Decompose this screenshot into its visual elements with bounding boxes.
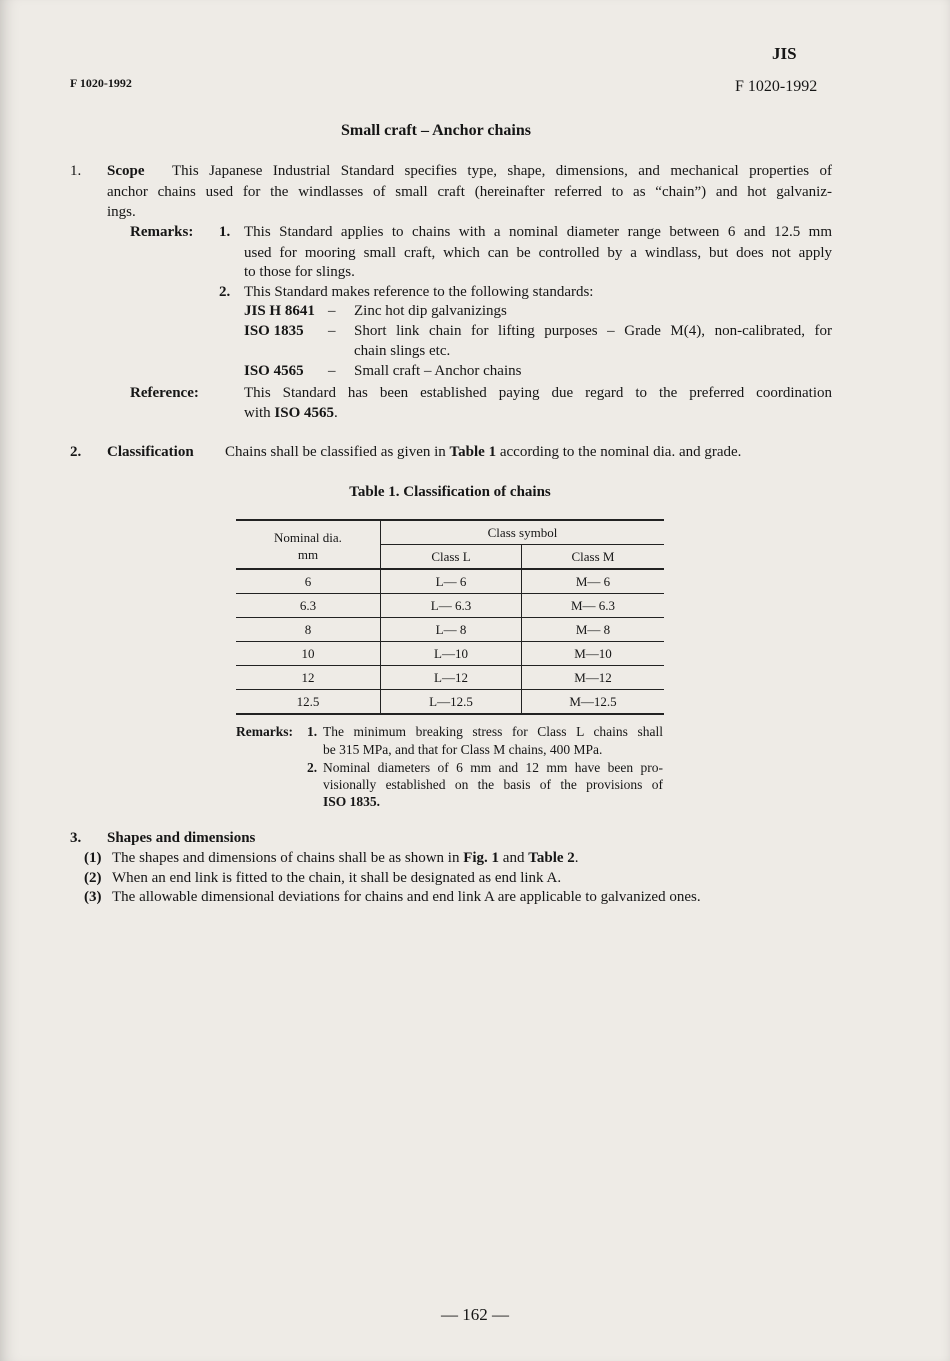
table-row xyxy=(236,569,664,594)
shapes-item3-number: (3) xyxy=(84,889,102,905)
table-cell-dia: 6 xyxy=(236,569,381,594)
shapes-item2-number: (2) xyxy=(84,870,102,886)
table-cell-class-m: M—12.5 xyxy=(522,690,665,715)
scope-remark1-line3: to those for slings. xyxy=(244,264,355,280)
shapes-item1-number: (1) xyxy=(84,850,102,866)
table-header-class-symbol: Class symbol xyxy=(381,520,665,545)
table-cell-dia: 8 xyxy=(236,618,381,642)
ref-text-iso1835: Short link chain for lifting purposes – Grade M(4), non-calibrated, for xyxy=(354,323,832,339)
table-header-class-m: Class M xyxy=(522,545,665,570)
table-cell-class-m: M— 6 xyxy=(522,569,665,594)
shapes-heading: Shapes and dimensions xyxy=(107,830,256,846)
document-title: Small craft – Anchor chains xyxy=(341,122,531,139)
table-remark2-number: 2. xyxy=(307,760,318,775)
ref-text-jis-h8641: Zinc hot dip galvanizings xyxy=(354,303,507,319)
table-cell-dia: 6.3 xyxy=(236,594,381,618)
table-remark1-number: 1. xyxy=(307,724,318,739)
ref-code-jis-h8641: JIS H 8641 xyxy=(244,303,315,319)
table1-classification-of-chains xyxy=(236,519,664,715)
table-cell-class-l: L—12.5 xyxy=(381,690,522,715)
table-remark2-line3: ISO 1835. xyxy=(323,794,381,809)
classification-text: Chains shall be classified as given in Table 1 according to the nominal dia. and grade. xyxy=(225,444,742,460)
table-header-nominal-dia: Nominal dia. mm xyxy=(236,520,381,569)
ref-code-iso1835: ISO 1835 xyxy=(244,323,304,339)
header-code-left: F 1020-1992 xyxy=(70,76,132,90)
scope-remark2-text: This Standard makes reference to the following standards: xyxy=(244,284,594,300)
shapes-number: 3. xyxy=(70,830,82,846)
table-cell-class-l: L— 8 xyxy=(381,618,522,642)
table-row xyxy=(236,666,664,690)
page-number: — 162 — xyxy=(441,1305,509,1324)
table-cell-class-l: L— 6.3 xyxy=(381,594,522,618)
ref-dash: – xyxy=(328,363,336,379)
table-cell-class-m: M— 6.3 xyxy=(522,594,665,618)
shapes-item2-text: When an end link is fitted to the chain, it shall be designated as end link A. xyxy=(112,870,562,886)
table-remark2-line2: visionally established on the basis of the provisions of xyxy=(323,777,663,792)
classification-heading: Classification xyxy=(107,444,194,460)
table-cell-class-m: M—12 xyxy=(522,666,665,690)
scope-remark2-number: 2. xyxy=(219,284,231,300)
ref-dash: – xyxy=(328,303,336,319)
table-cell-class-l: L—12 xyxy=(381,666,522,690)
shapes-item3-text: The allowable dimensional deviations for chains and end link A are applicable to galvanized ones. xyxy=(112,889,701,905)
scope-text-line3: ings. xyxy=(107,204,136,220)
scope-text-line1: This Japanese Industrial Standard specifies type, shape, dimensions, and mechanical properties of xyxy=(172,163,832,179)
table-row xyxy=(236,642,664,666)
table-cell-dia: 12 xyxy=(236,666,381,690)
table-cell-dia: 12.5 xyxy=(236,690,381,715)
header-jis: JIS xyxy=(772,44,797,63)
table-cell-class-m: M— 8 xyxy=(522,618,665,642)
shapes-item1-text: The shapes and dimensions of chains shall be as shown in Fig. 1 and Table 2. xyxy=(112,850,579,866)
ref-dash: – xyxy=(328,323,336,339)
scope-remark1-number: 1. xyxy=(219,224,231,240)
table-row xyxy=(236,690,664,715)
table-cell-class-l: L—10 xyxy=(381,642,522,666)
table-row xyxy=(236,594,664,618)
table-row xyxy=(236,618,664,642)
scope-remark1-line1: This Standard applies to chains with a nominal diameter range between 6 and 12.5 mm xyxy=(244,224,832,240)
ref-code-iso4565: ISO 4565 xyxy=(244,363,304,379)
table-cell-class-m: M—10 xyxy=(522,642,665,666)
ref-text2-iso1835: chain slings etc. xyxy=(354,343,451,359)
table1-caption: Table 1. Classification of chains xyxy=(349,484,551,500)
scope-number: 1. xyxy=(70,163,82,179)
scope-remarks-label: Remarks: xyxy=(130,224,194,240)
ref-text-iso4565: Small craft – Anchor chains xyxy=(354,363,522,379)
table-header-class-l: Class L xyxy=(381,545,522,570)
reference-line2: with ISO 4565. xyxy=(244,405,338,421)
table-remark2-line1: Nominal diameters of 6 mm and 12 mm have been pro- xyxy=(323,760,663,775)
table-cell-class-l: L— 6 xyxy=(381,569,522,594)
scope-text-line2: anchor chains used for the windlasses of small craft (hereinafter referred to as “chain”) and hot galvaniz- xyxy=(107,184,832,200)
table-remark1-line2: be 315 MPa, and that for Class M chains, 400 MPa. xyxy=(323,742,603,757)
scope-heading: Scope xyxy=(107,163,145,179)
reference-line1: This Standard has been established paying due regard to the preferred coordination xyxy=(244,385,832,401)
classification-number: 2. xyxy=(70,444,82,460)
header-code-right: F 1020-1992 xyxy=(735,78,818,95)
table-cell-dia: 10 xyxy=(236,642,381,666)
table-remarks-label: Remarks: xyxy=(236,724,293,739)
table-remark1-line1: The minimum breaking stress for Class L chains shall xyxy=(323,724,663,739)
scope-remark1-line2: used for mooring small craft, which can be controlled by a windlass, but does not apply xyxy=(244,245,832,261)
reference-label: Reference: xyxy=(130,385,199,401)
